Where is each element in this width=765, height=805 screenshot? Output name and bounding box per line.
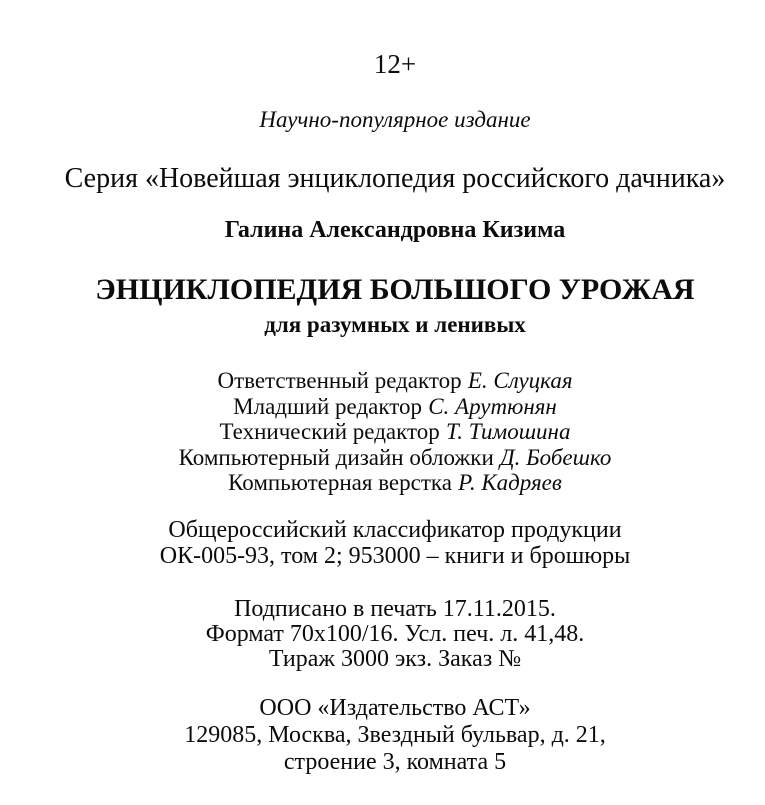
- classifier-line: ОК-005-93, том 2; 953000 – книги и брошюры: [159, 542, 631, 569]
- print-info-line: Тираж 3000 экз. Заказ №: [268, 646, 522, 672]
- publisher-name: ООО «Издательство АСТ»: [259, 695, 531, 721]
- staff-credit-line: [25, 368, 765, 394]
- book-subtitle: для разумных и ленивых: [264, 312, 526, 337]
- book-title: ЭНЦИКЛОПЕДИЯ БОЛЬШОГО УРОЖАЯ: [95, 273, 695, 306]
- staff-role: Младший редактор: [233, 393, 422, 419]
- staff-role: Компьютерный дизайн обложки: [178, 444, 494, 470]
- publisher-info: [25, 695, 765, 776]
- classifier-line: Общероссийский классификатор продукции: [168, 517, 622, 543]
- print-run-info: [25, 597, 765, 672]
- staff-credit-line: [25, 470, 765, 496]
- staff-credit-line: [25, 419, 765, 445]
- product-classifier: [25, 518, 765, 569]
- staff-credit-line: [25, 394, 765, 420]
- staff-person-name: Е. Слуцкая: [467, 368, 573, 393]
- staff-role: Ответственный редактор: [217, 368, 462, 393]
- publisher-address-line: 129085, Москва, Звездный бульвар, д. 21,: [184, 722, 606, 748]
- series-title: Серия «Новейшая энциклопедия российского дачника»: [64, 163, 726, 194]
- staff-credits: [25, 368, 765, 496]
- staff-role: Технический редактор: [219, 419, 440, 444]
- author-name: Галина Александровна Кизима: [224, 217, 566, 243]
- staff-person-name: Р. Кадряев: [458, 470, 562, 495]
- print-info-line: Формат 70х100/16. Усл. печ. л. 41,48.: [205, 621, 585, 647]
- staff-person-name: С. Арутюнян: [428, 393, 557, 419]
- print-info-line: Подписано в печать 17.11.2015.: [234, 596, 556, 622]
- staff-role: Компьютерная верстка: [228, 470, 452, 495]
- staff-person-name: Д. Бобешко: [499, 444, 612, 470]
- staff-credit-line: [25, 445, 765, 471]
- edition-type: Научно-популярное издание: [259, 107, 531, 132]
- staff-person-name: Т. Тимошина: [445, 419, 571, 444]
- publisher-address-line: строение 3, комната 5: [283, 749, 507, 775]
- age-rating: 12+: [373, 49, 417, 79]
